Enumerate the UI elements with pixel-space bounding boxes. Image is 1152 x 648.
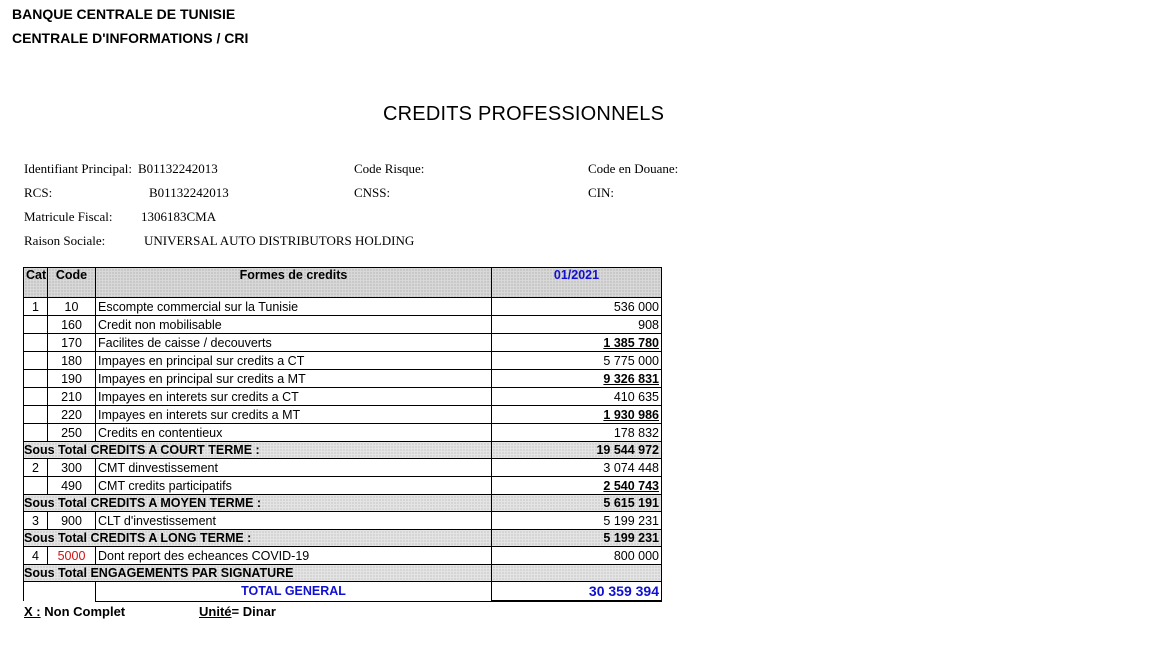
table-row bbox=[24, 459, 662, 477]
rcs-value: B01132242013 bbox=[149, 185, 229, 200]
row-code: 10 bbox=[48, 298, 96, 316]
row-cat: 1 bbox=[24, 298, 48, 316]
row-label: Credits en contentieux bbox=[96, 424, 492, 442]
row-code: 220 bbox=[48, 406, 96, 424]
subtotal-signature bbox=[24, 565, 662, 582]
table-row bbox=[24, 370, 662, 388]
row-label: CLT d'investissement bbox=[96, 512, 492, 530]
row-value: 908 bbox=[492, 316, 662, 334]
row-label: CMT dinvestissement bbox=[96, 459, 492, 477]
total-general-value: 30 359 394 bbox=[492, 582, 662, 602]
row-value: 1 385 780 bbox=[492, 334, 662, 352]
code-douane-label: Code en Douane: bbox=[588, 161, 679, 176]
total-general-label: TOTAL GENERAL bbox=[96, 582, 492, 602]
subtotal-value: 5 615 191 bbox=[492, 495, 662, 512]
subtotal-title: CREDITS A COURT TERME : bbox=[90, 443, 260, 457]
row-label: Credit non mobilisable bbox=[96, 316, 492, 334]
subtotal-moyen-terme bbox=[24, 495, 662, 512]
table-row bbox=[24, 406, 662, 424]
row-value: 9 326 831 bbox=[492, 370, 662, 388]
table-row bbox=[24, 547, 662, 565]
subtotal-prefix: Sous Total bbox=[24, 566, 87, 580]
row-cat bbox=[24, 352, 48, 370]
row-label: Dont report des echeances COVID-19 bbox=[96, 547, 492, 565]
table-row bbox=[24, 424, 662, 442]
table-row bbox=[24, 352, 662, 370]
row-value: 536 000 bbox=[492, 298, 662, 316]
subtotal-value bbox=[492, 565, 662, 582]
row-code: 170 bbox=[48, 334, 96, 352]
row-cat bbox=[24, 370, 48, 388]
row-cat bbox=[24, 406, 48, 424]
subtotal-long-terme bbox=[24, 530, 662, 547]
row-cat: 4 bbox=[24, 547, 48, 565]
table-row bbox=[24, 388, 662, 406]
row-cat: 2 bbox=[24, 459, 48, 477]
subtotal-label bbox=[24, 442, 492, 459]
row-cat bbox=[24, 334, 48, 352]
raison-label: Raison Sociale: bbox=[24, 233, 106, 248]
matricule-value: 1306183CMA bbox=[141, 209, 217, 224]
header-cri: CENTRALE D'INFORMATIONS / CRI bbox=[12, 30, 249, 46]
footer-x-text: Non Complet bbox=[44, 604, 126, 619]
subtotal-value: 19 544 972 bbox=[492, 442, 662, 459]
subtotal-prefix: Sous Total bbox=[24, 531, 87, 545]
row-value: 5 775 000 bbox=[492, 352, 662, 370]
footer-unit bbox=[199, 604, 276, 619]
matricule-label: Matricule Fiscal: bbox=[24, 209, 113, 224]
cin-label: CIN: bbox=[588, 185, 614, 200]
row-value: 3 074 448 bbox=[492, 459, 662, 477]
subtotal-label bbox=[24, 495, 492, 512]
row-value: 410 635 bbox=[492, 388, 662, 406]
row-value: 800 000 bbox=[492, 547, 662, 565]
row-cat bbox=[24, 424, 48, 442]
code-risque-label: Code Risque: bbox=[354, 161, 425, 176]
table-row bbox=[24, 477, 662, 495]
row-label: Facilites de caisse / decouverts bbox=[96, 334, 492, 352]
subtotal-label bbox=[24, 565, 492, 582]
row-value: 178 832 bbox=[492, 424, 662, 442]
row-code: 250 bbox=[48, 424, 96, 442]
subtotal-prefix: Sous Total bbox=[24, 496, 87, 510]
row-code: 490 bbox=[48, 477, 96, 495]
table-row bbox=[24, 298, 662, 316]
col-header-month: 01/2021 bbox=[492, 268, 662, 298]
raison-value: UNIVERSAL AUTO DISTRIBUTORS HOLDING bbox=[144, 233, 415, 248]
id-principal-value: B01132242013 bbox=[138, 161, 218, 176]
table-row bbox=[24, 334, 662, 352]
footer-unit-label: Unité bbox=[199, 604, 232, 619]
col-header-code: Code bbox=[48, 268, 96, 298]
row-code: 160 bbox=[48, 316, 96, 334]
row-label: Impayes en principal sur credits a CT bbox=[96, 352, 492, 370]
footer-legend bbox=[24, 604, 125, 619]
row-label: Impayes en interets sur credits a CT bbox=[96, 388, 492, 406]
row-code: 210 bbox=[48, 388, 96, 406]
row-cat bbox=[24, 477, 48, 495]
row-label: Impayes en principal sur credits a MT bbox=[96, 370, 492, 388]
row-label: Impayes en interets sur credits a MT bbox=[96, 406, 492, 424]
subtotal-title: CREDITS A LONG TERME : bbox=[90, 531, 252, 545]
row-value: 2 540 743 bbox=[492, 477, 662, 495]
row-code: 180 bbox=[48, 352, 96, 370]
total-blank bbox=[24, 582, 96, 602]
row-value: 1 930 986 bbox=[492, 406, 662, 424]
table-row bbox=[24, 316, 662, 334]
row-code: 300 bbox=[48, 459, 96, 477]
subtotal-title: ENGAGEMENTS PAR SIGNATURE bbox=[90, 566, 294, 580]
table-row bbox=[24, 512, 662, 530]
subtotal-value: 5 199 231 bbox=[492, 530, 662, 547]
row-label: Escompte commercial sur la Tunisie bbox=[96, 298, 492, 316]
row-label: CMT credits participatifs bbox=[96, 477, 492, 495]
row-code: 190 bbox=[48, 370, 96, 388]
row-cat bbox=[24, 316, 48, 334]
header-bank-name: BANQUE CENTRALE DE TUNISIE bbox=[12, 6, 236, 22]
rcs-label: RCS: bbox=[24, 185, 53, 200]
row-cat: 3 bbox=[24, 512, 48, 530]
row-code: 900 bbox=[48, 512, 96, 530]
subtotal-label bbox=[24, 530, 492, 547]
footer-unit-text: = Dinar bbox=[231, 604, 276, 619]
cnss-label: CNSS: bbox=[354, 185, 391, 200]
subtotal-title: CREDITS A MOYEN TERME : bbox=[90, 496, 262, 510]
col-header-cat: Cat bbox=[24, 268, 48, 298]
col-header-formes: Formes de credits bbox=[96, 268, 492, 298]
subtotal-prefix: Sous Total bbox=[24, 443, 87, 457]
row-cat bbox=[24, 388, 48, 406]
table-header-row bbox=[24, 268, 662, 298]
total-general-row bbox=[24, 582, 662, 602]
id-principal-label: Identifiant Principal: bbox=[24, 161, 132, 176]
footer-x-label: X : bbox=[24, 604, 41, 619]
row-code: 5000 bbox=[48, 547, 96, 565]
subtotal-court-terme bbox=[24, 442, 662, 459]
page-title: CREDITS PROFESSIONNELS bbox=[383, 103, 665, 125]
row-value: 5 199 231 bbox=[492, 512, 662, 530]
credits-table bbox=[23, 267, 662, 602]
